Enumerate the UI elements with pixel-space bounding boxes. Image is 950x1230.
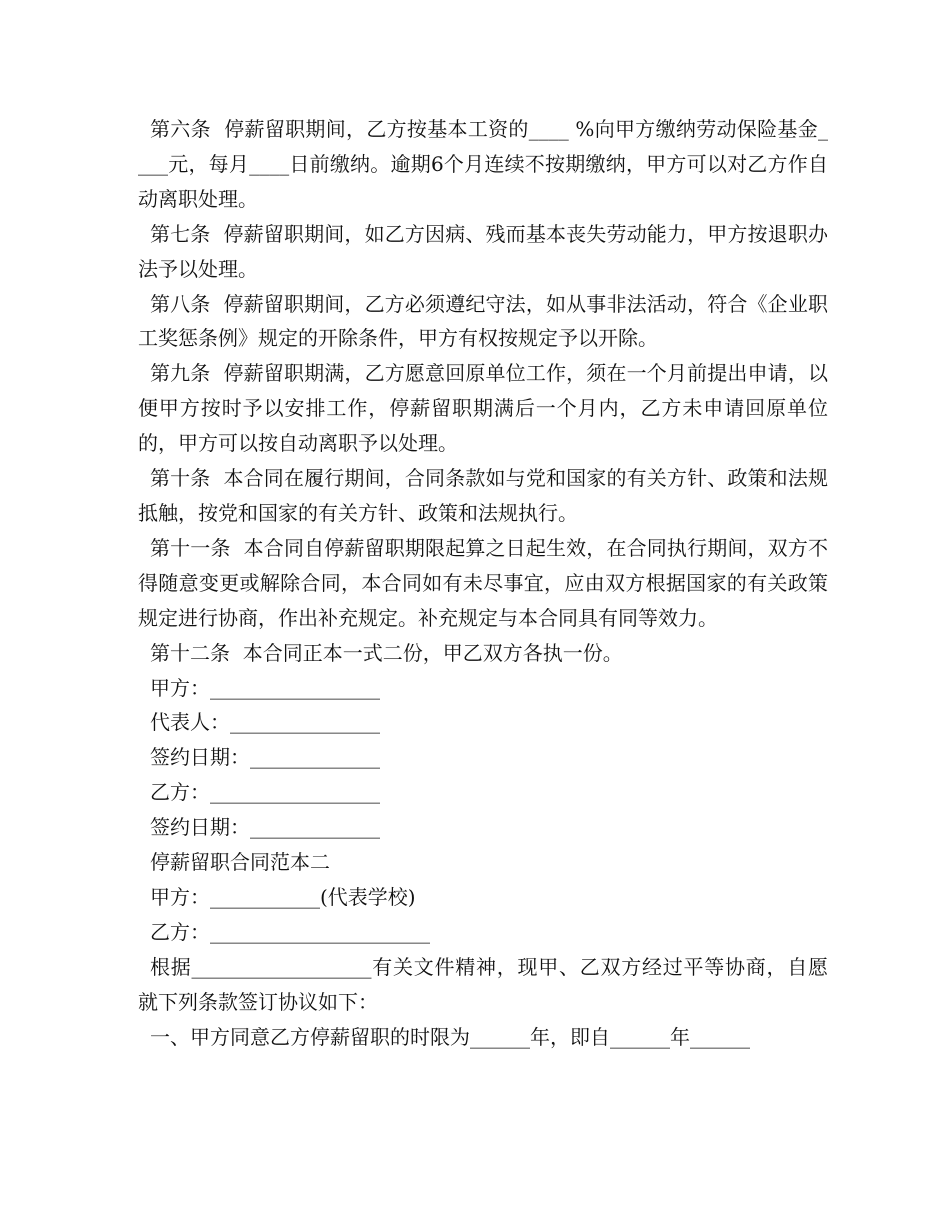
document-body [138, 112, 828, 1054]
clause-6: 第六条 停薪留职期间，乙方按基本工资的____ %向甲方缴纳劳动保险基金____元，每月____日前缴纳。逾期6个月连续不按期缴纳，甲方可以对乙方作自动离职处理。 [138, 117, 828, 211]
template-two-preamble: 根据__________________有关文件精神，现甲、乙双方经过平等协商，自愿就下列条款签订协议如下： [138, 954, 828, 1014]
signature-date-b: 签约日期：_____________ [150, 815, 380, 840]
template-two-party-b: 乙方：______________________ [150, 919, 430, 944]
signature-date-a: 签约日期：_____________ [150, 745, 380, 770]
template-two-title: 停薪留职合同范本二 [150, 850, 330, 875]
signature-party-a: 甲方：_________________ [150, 675, 380, 700]
clause-7: 第七条 停薪留职期间，如乙方因病、残而基本丧失劳动能力，甲方按退职办法予以处理。 [138, 221, 828, 281]
signature-representative: 代表人：_______________ [150, 710, 380, 735]
clause-12: 第十二条 本合同正本一式二份，甲乙双方各执一份。 [150, 640, 623, 665]
signature-party-b: 乙方：_________________ [150, 780, 380, 805]
clause-10: 第十条 本合同在履行期间，合同条款如与党和国家的有关方针、政策和法规抵触，按党和国家的有关方针、政策和法规执行。 [138, 466, 828, 525]
clause-11: 第十一条 本合同自停薪留职期限起算之日起生效，在合同执行期间，双方不得随意变更或解除合同，本合同如有未尽事宜，应由双方根据国家的有关政策规定进行协商，作出补充规定。补充规定与本合同具有同等效力。 [138, 535, 828, 630]
clause-9: 第九条 停薪留职期满，乙方愿意回原单位工作，须在一个月前提出申请，以便甲方按时予以安排工作，停薪留职期满后一个月内，乙方未申请回原单位的，甲方可以按自动离职予以处理。 [138, 361, 828, 456]
template-two-party-a: 甲方：___________(代表学校) [150, 884, 416, 909]
clause-8: 第八条 停薪留职期间，乙方必须遵纪守法，如从事非法活动，符合《企业职工奖惩条例》规定的开除条件，甲方有权按规定予以开除。 [138, 291, 828, 351]
template-two-clause-1: 一、甲方同意乙方停薪留职的时限为______年，即自______年______ [150, 1024, 750, 1049]
